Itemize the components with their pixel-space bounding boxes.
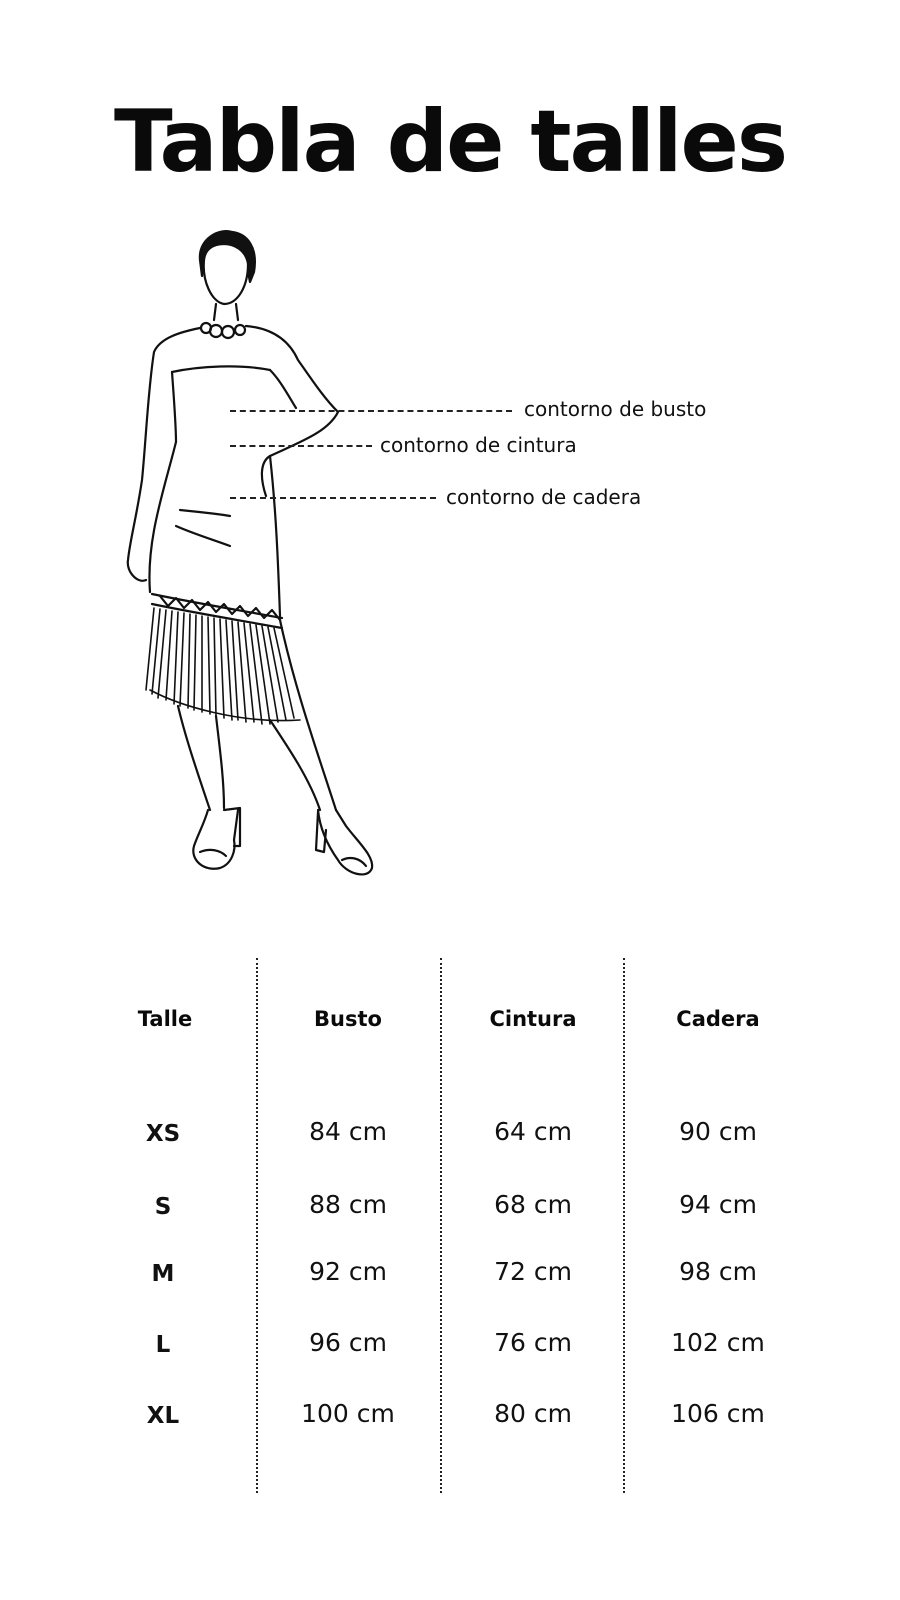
header-hip: Cadera — [676, 1007, 760, 1031]
waist-measure-line — [230, 445, 372, 447]
table-row-waist: 68 cm — [494, 1190, 572, 1219]
hip-measure-label: contorno de cadera — [446, 485, 642, 509]
table-row-waist: 80 cm — [494, 1399, 572, 1428]
table-row-bust: 100 cm — [301, 1399, 395, 1428]
table-row-bust: 92 cm — [309, 1257, 387, 1286]
table-row-hip: 106 cm — [671, 1399, 765, 1428]
table-row-waist: 72 cm — [494, 1257, 572, 1286]
table-row-hip: 98 cm — [679, 1257, 757, 1286]
table-row-size: XL — [146, 1403, 180, 1429]
table-row-bust: 88 cm — [309, 1190, 387, 1219]
table-row-bust: 84 cm — [309, 1117, 387, 1146]
table-row-waist: 76 cm — [494, 1328, 572, 1357]
table-row-size: L — [155, 1332, 171, 1358]
table-row-size: S — [154, 1194, 172, 1220]
header-waist: Cintura — [489, 1007, 577, 1031]
table-row-hip: 102 cm — [671, 1328, 765, 1357]
hip-measure-line — [230, 497, 436, 499]
table-row-hip: 94 cm — [679, 1190, 757, 1219]
bust-measure-line — [230, 410, 512, 412]
page-title: Tabla de talles — [113, 92, 787, 192]
dress-model-illustration-icon — [120, 220, 410, 900]
table-row-size: M — [151, 1261, 175, 1287]
table-row-hip: 90 cm — [679, 1117, 757, 1146]
table-row-size: XS — [145, 1121, 181, 1147]
column-divider — [440, 958, 442, 1493]
table-row-waist: 64 cm — [494, 1117, 572, 1146]
table-row-bust: 96 cm — [309, 1328, 387, 1357]
bust-measure-label: contorno de busto — [524, 397, 707, 421]
header-size: Talle — [137, 1007, 193, 1031]
column-divider — [623, 958, 625, 1493]
waist-measure-label: contorno de cintura — [380, 433, 577, 457]
header-bust: Busto — [314, 1007, 382, 1031]
